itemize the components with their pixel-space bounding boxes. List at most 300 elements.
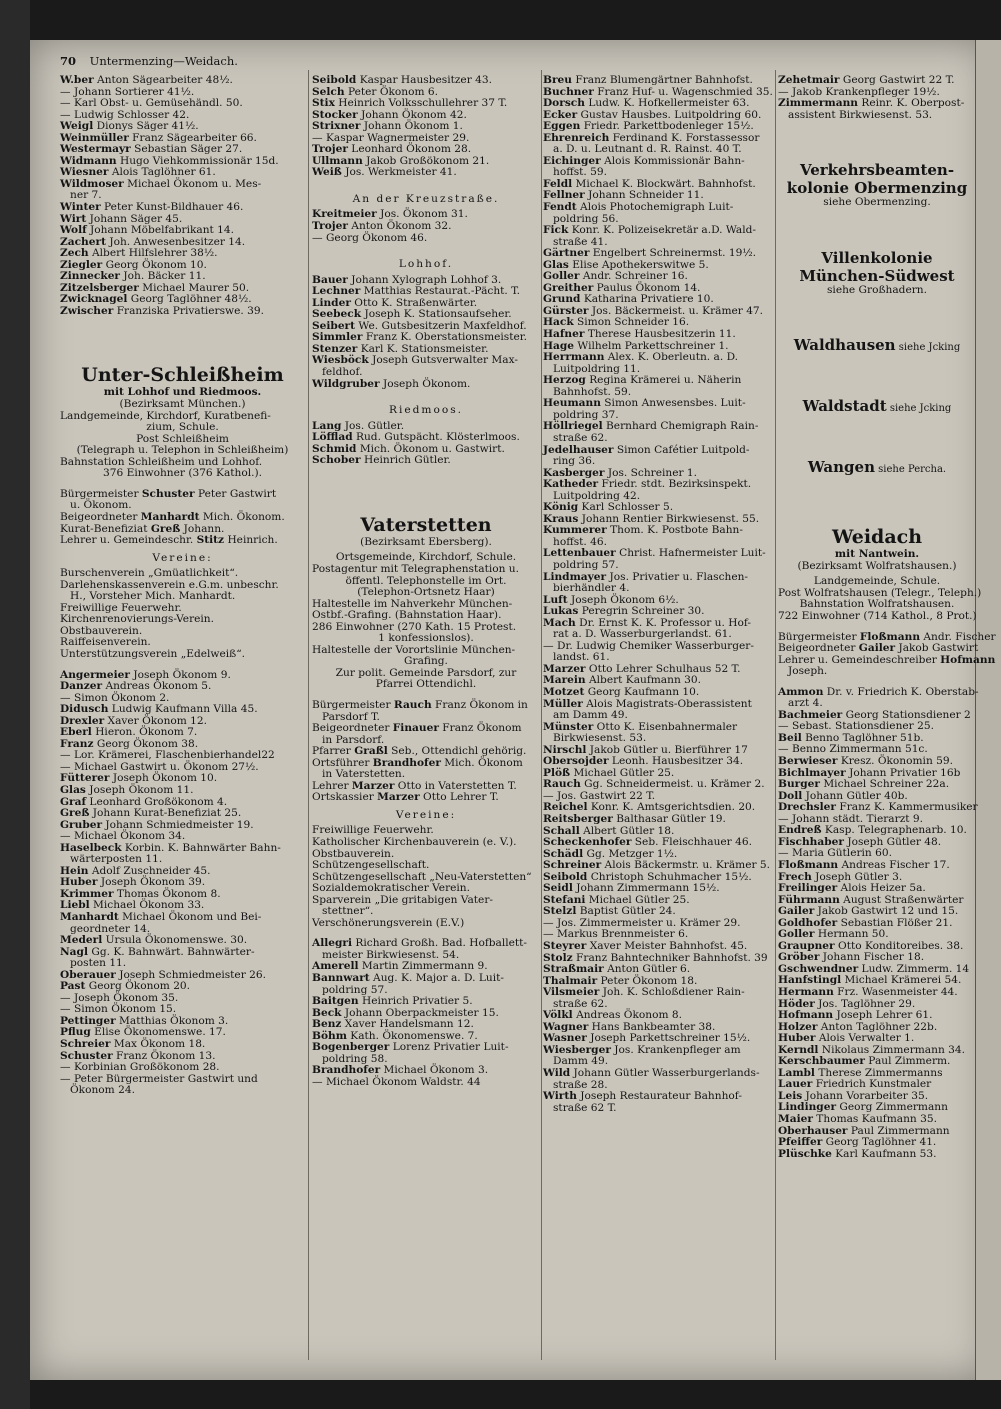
entry-surname: Stenzer: [312, 342, 358, 355]
entry-surname: Ziegler: [60, 258, 103, 271]
entry-text: Albert Kaufmann 30.: [585, 674, 701, 687]
entry-text: Johann.: [180, 522, 225, 535]
info-line: öffentl. Telephonstelle im Ort.: [345, 574, 507, 587]
entry-text: Joh. Bäcker 11.: [120, 270, 206, 283]
entry-text: Haltestelle der Vorortslinie München-: [312, 643, 516, 656]
entry-surname: Wirt: [60, 212, 87, 225]
entry-text: Luitpoldring 42.: [553, 489, 641, 502]
entry-text: Obstbauverein.: [312, 847, 395, 860]
entry-surname: Herrmann: [543, 351, 605, 364]
entry-text: Beigeordneter: [312, 722, 393, 735]
entry-text: Bürgermeister: [312, 698, 394, 711]
directory-entry: [312, 792, 540, 804]
entry-surname: Hofmann: [778, 1009, 834, 1022]
entry-surname: Seibold: [312, 74, 357, 86]
entry-text: Franz Ökonom in: [431, 698, 528, 711]
entry-text: We. Gutsbesitzerin Maxfeldhof.: [355, 319, 527, 332]
entry-text: Georg Ökonom 38.: [93, 737, 199, 750]
entry-text: Otto K. Straßenwärter.: [350, 296, 478, 309]
entry-surname: Scheckenhofer: [543, 836, 632, 849]
entry-text: Johann Möbelfabrikant 14.: [86, 224, 234, 237]
entry-text: Joseph.: [788, 665, 828, 678]
entry-text: Jos. Gütler.: [341, 419, 405, 432]
info-line: Zur polit. Gemeinde Parsdorf, zur: [335, 666, 517, 679]
info-line: 1 konfessionslos).: [378, 632, 474, 645]
entry-text: Bürgermeister: [778, 630, 860, 643]
entry-surname: Führmann: [778, 893, 840, 906]
entry-surname: Eberl: [60, 726, 92, 739]
entry-text: Otto Konditoreibes. 38.: [834, 939, 964, 952]
entry-surname: Berwieser: [778, 755, 838, 768]
entry-text: Bahnstation Schleißheim und Lohhof.: [60, 455, 263, 468]
entry-surname: Goller: [778, 928, 815, 941]
entry-text: Sparverein „Die gritabigen Vater-: [312, 893, 493, 906]
entry-surname: Stelzl: [543, 905, 577, 918]
entry-text: Ostbf.-Grafing. (Bahnstation Haar).: [312, 609, 502, 622]
entry-surname: Straßmair: [543, 963, 604, 976]
entry-text: Andr. Fischer: [920, 630, 996, 643]
entry-text: — Maria Gütlerin 60.: [778, 847, 892, 860]
entry-surname: Endreß: [778, 824, 822, 837]
entry-surname: Zitzelsberger: [60, 281, 139, 294]
entry-text: — Johann Sortierer 41½.: [60, 85, 195, 98]
column-rule: [541, 70, 542, 1360]
entry-text: hoffst. 46.: [553, 535, 608, 548]
entry-surname: Drechsler: [778, 801, 836, 814]
directory-entry: [778, 1149, 976, 1161]
entry-text: — Jakob Krankenpfleger 19½.: [778, 85, 940, 98]
entry-text: Anton Ökonom 32.: [347, 220, 452, 233]
entry-text: Joseph Restaurateur Bahnhof-: [576, 1090, 742, 1103]
entry-text: Baptist Gütler 24.: [576, 905, 676, 918]
entry-text: Kurat-Benefiziat: [60, 522, 151, 535]
place-heading: [778, 397, 976, 418]
entry-surname: Beck: [312, 1006, 342, 1019]
entry-text: Franz K. Oberstationsmeister.: [362, 331, 527, 344]
entry-surname: Weigl: [60, 120, 94, 133]
entry-surname: Lindinger: [778, 1101, 837, 1114]
entry-surname: Wildmoser: [60, 177, 124, 190]
entry-surname: Wiesberger: [543, 1043, 611, 1056]
entry-surname: Bachmeier: [778, 708, 843, 721]
entry-surname: Zachert: [60, 235, 106, 248]
column-rule: [775, 70, 776, 1360]
entry-surname: Löfflad: [312, 431, 353, 444]
entry-surname: Graßl: [354, 745, 388, 758]
entry-text: Alois Heizer 5a.: [837, 882, 926, 895]
entry-surname: Gailer: [778, 905, 815, 918]
directory-column-1: [60, 75, 305, 1325]
entry-surname: Bannwart: [312, 972, 370, 984]
entry-text: Parsdorf T.: [322, 710, 380, 723]
entry-text: Raiffeisenverein.: [60, 636, 151, 649]
entry-surname: Huber: [778, 1032, 816, 1045]
entry-text: Darlehenskassenverein e.G.m. unbeschr.: [60, 578, 279, 591]
entry-text: Michael Gütler 25.: [585, 893, 690, 906]
entry-text: Pfarrer: [312, 745, 355, 758]
entry-text: Joseph Gutsverwalter Max-: [368, 354, 518, 367]
entry-text: Johann Fischer 18.: [819, 951, 925, 964]
info-line: Landgemeinde, Schule.: [813, 575, 941, 588]
entry-surname: Ammon: [778, 685, 824, 698]
entry-surname: Rauch: [543, 778, 581, 791]
directory-entry: [312, 918, 540, 930]
entry-surname: Wildgruber: [312, 377, 380, 390]
entry-surname: Kerschbaumer: [778, 1055, 865, 1068]
entry-surname: Wagner: [543, 1020, 589, 1033]
entry-text: Joseph Gütler 3.: [811, 870, 903, 883]
entry-surname: Schuster: [141, 487, 195, 500]
entry-surname: Schall: [543, 824, 580, 837]
running-title: Untermenzing—Weidach.: [89, 54, 238, 68]
entry-text: — Kaspar Wagnermeister 29.: [312, 131, 470, 144]
info-line: mit Nantwein.: [834, 548, 920, 561]
entry-surname: Past: [60, 980, 86, 993]
info-line: siehe Großhadern.: [827, 283, 927, 296]
entry-text: Nikolaus Zimmermann 34.: [818, 1043, 965, 1056]
entry-surname: Kerndl: [778, 1043, 819, 1056]
entry-surname: Floßmann: [778, 858, 839, 871]
entry-text: Korbin. K. Bahnwärter Bahn-: [121, 841, 281, 854]
entry-surname: Schuster: [60, 1049, 113, 1062]
entry-surname: Widmann: [60, 154, 117, 167]
entry-surname: Graf: [60, 795, 87, 808]
entry-text: Engelbert Schreinermst. 19½.: [589, 247, 757, 260]
place-name: Waldhausen: [793, 336, 896, 355]
entry-text: Franziska Privatierswe. 39.: [113, 304, 264, 317]
entry-text: Lorenz Privatier Luit-: [389, 1041, 509, 1054]
entry-text: Georg Zimmermann: [836, 1101, 948, 1114]
entry-surname: Zwicknagel: [60, 293, 128, 306]
entry-text: Kasp. Telegraphenarb. 10.: [821, 824, 967, 837]
entry-text: Beigeordneter: [60, 510, 141, 523]
entry-surname: Eichinger: [543, 154, 601, 167]
info-line: (Bezirksamt Ebersberg).: [360, 535, 492, 548]
entry-surname: Wiesböck: [312, 354, 369, 367]
entry-surname: Liebl: [60, 899, 90, 912]
info-line: Bahnstation Wolfratshausen.: [799, 598, 955, 611]
entry-text: Dr. v. Friedrich K. Oberstab-: [823, 685, 979, 698]
entry-text: Michael Gütler 25.: [570, 766, 675, 779]
entry-text: rat a. D. Wasserburgerlandst. 61.: [553, 628, 732, 641]
entry-text: Franz Bahntechniker Bahnhofst. 39: [572, 951, 768, 964]
entry-surname: Greß: [150, 522, 181, 535]
spacer: [312, 390, 540, 399]
entry-text: Franz Huf- u. Wagenschmied 35.: [593, 85, 773, 98]
entry-text: Joseph Ökonom 10.: [109, 772, 218, 785]
entry-text: Lehrer u. Gemeindeschreiber: [778, 653, 941, 666]
entry-text: in Parsdorf.: [322, 733, 385, 746]
place-name: Waldstadt: [802, 397, 887, 416]
entry-surname: Freilinger: [778, 882, 838, 895]
entry-text: Jos. Privatier u. Flaschen-: [606, 570, 749, 583]
entry-surname: Motzet: [543, 685, 585, 698]
entry-surname: Angermeier: [60, 668, 130, 681]
entry-text: Sozialdemokratischer Verein.: [312, 882, 470, 895]
entry-surname: Hofmann: [940, 653, 996, 666]
entry-surname: Reichel: [543, 801, 588, 814]
entry-text: Balthasar Gütler 19.: [612, 813, 726, 825]
directory-entry: [778, 110, 976, 122]
entry-text: Thomas Kaufmann 35.: [812, 1112, 937, 1125]
entry-text: Luitpoldring 11.: [553, 362, 641, 375]
entry-surname: Marein: [543, 674, 586, 687]
entry-surname: Trojer: [312, 143, 348, 156]
entry-surname: Höllriegel: [543, 420, 603, 433]
entry-surname: Brandhofer: [372, 756, 441, 769]
entry-text: Alois Verwalter 1.: [815, 1032, 915, 1045]
entry-text: arzt 4.: [788, 697, 823, 710]
entry-text: Georg Kaufmann 10.: [584, 685, 700, 698]
entry-text: Konr. K. Amtsgerichtsdien. 20.: [587, 801, 756, 814]
entry-text: Leonhard Ökonom 28.: [347, 143, 472, 156]
entry-text: Andr. Schreiner 16.: [579, 270, 688, 283]
entry-text: Johann Schneider 11.: [584, 189, 704, 202]
entry-surname: Seebeck: [312, 308, 362, 321]
directory-entry: [778, 611, 976, 623]
entry-text: 722 Einwohner (714 Kathol., 8 Prot.): [778, 610, 977, 623]
scan-right-edge: [975, 40, 1001, 1380]
section-heading: Lohhof.: [398, 258, 454, 271]
entry-text: Georg Ökonom 10.: [102, 258, 207, 271]
entry-surname: Bogenberger: [312, 1041, 390, 1054]
directory-column-2: [312, 75, 540, 1385]
entry-text: Peter Ökonom 6.: [344, 85, 439, 98]
info-line: Grafing.: [404, 655, 448, 668]
entry-text: Simon Schneider 16.: [573, 316, 690, 329]
entry-surname: Hanfstingl: [778, 974, 842, 987]
entry-text: Simon Cafétier Luitpold-: [613, 443, 750, 456]
entry-text: Regina Krämerei u. Näherin: [585, 374, 742, 387]
entry-text: Karl Schlosser 5.: [578, 501, 674, 514]
entry-text: straße 28.: [553, 1078, 608, 1091]
column-rule: [308, 70, 309, 1360]
entry-text: Thom. K. Postbote Bahn-: [606, 524, 743, 537]
entry-surname: Schmid: [312, 442, 357, 455]
entry-text: Ökonom 24.: [70, 1084, 135, 1097]
entry-text: Mich. Ökonom: [440, 756, 523, 769]
entry-text: Michael Ökonom u. Mes-: [123, 177, 262, 190]
entry-text: Sebastian Säger 27.: [130, 143, 243, 156]
directory-entry: [778, 666, 976, 678]
place-heading: [778, 458, 976, 479]
entry-text: Therese Zimmermanns: [814, 1066, 943, 1079]
entry-text: Johann Xylograph Lohhof 3.: [347, 273, 502, 286]
entry-text: Franz Blumengärtner Bahnhofst.: [571, 74, 753, 86]
entry-text: Franz K. Kammermusiker: [835, 801, 978, 814]
entry-text: Jos. Krankenpfleger am: [610, 1043, 741, 1056]
entry-surname: Seidl: [543, 882, 573, 895]
entry-text: straße 62 T.: [553, 1101, 617, 1114]
place-heading: [778, 267, 976, 285]
entry-text: Ursula Ökonomenswe. 30.: [102, 934, 248, 947]
entry-surname: Weinmüller: [60, 131, 129, 144]
entry-surname: Drexler: [60, 714, 105, 727]
entry-text: Schützengesellschaft.: [312, 859, 430, 872]
entry-surname: Strixner: [312, 120, 361, 133]
entry-surname: Thalmair: [543, 974, 598, 987]
entry-surname: Kasberger: [543, 466, 605, 479]
entry-surname: Eggen: [543, 120, 581, 133]
entry-text: Andreas Ökonom 5.: [102, 680, 212, 693]
entry-surname: Marzer: [543, 662, 586, 675]
entry-surname: Seibert: [312, 319, 356, 332]
entry-surname: Marzer: [351, 779, 395, 792]
entry-text: — Dr. Ludwig Chemiker Wasserburger-: [543, 639, 754, 652]
cross-reference: siehe Jcking: [895, 342, 961, 354]
entry-text: Bernhard Chemigraph Rain-: [602, 420, 759, 433]
entry-surname: Finauer: [392, 722, 439, 735]
entry-text: Beigeordneter: [778, 642, 859, 655]
place-name: Villenkolonie: [821, 248, 933, 267]
entry-text: Sebastian Flößer 21.: [837, 916, 953, 929]
entry-surname: Allegri: [312, 937, 353, 950]
entry-text: Michael Ökonom 3.: [380, 1064, 489, 1077]
entry-surname: Kummerer: [543, 524, 607, 537]
entry-surname: Völkl: [543, 1009, 573, 1022]
entry-surname: Hermann: [778, 985, 834, 998]
entry-text: Peter Ökonom 18.: [597, 974, 698, 987]
entry-surname: Glas: [543, 258, 569, 271]
entry-text: Dr. Ernst K. K. Professor u. Hof-: [575, 616, 751, 629]
entry-text: Alois Kommissionär Bahn-: [600, 154, 745, 167]
entry-text: in Vaterstetten.: [322, 768, 406, 781]
entry-text: Haltestelle im Nahverkehr München-: [312, 597, 513, 610]
entry-text: Freiwillige Feuerwehr.: [312, 824, 434, 837]
entry-text: Johann Ökonom 1.: [360, 120, 463, 133]
entry-text: Hermann 50.: [814, 928, 889, 941]
entry-surname: Fick: [543, 224, 569, 237]
entry-text: Hieron. Ökonom 7.: [91, 726, 198, 739]
info-line: (Bezirksamt Wolfratshausen.): [797, 559, 957, 572]
entry-surname: Greß: [60, 807, 90, 820]
entry-surname: Weiß: [312, 166, 342, 179]
place-name: Vaterstetten: [360, 513, 492, 536]
place-name: Weidach: [831, 526, 923, 549]
entry-surname: Didusch: [60, 703, 109, 716]
entry-text: Alois Bäckermstr. u. Krämer 5.: [601, 859, 771, 872]
entry-surname: Hafner: [543, 328, 585, 341]
info-line: Ortsgemeinde, Kirchdorf, Schule.: [335, 551, 517, 564]
entry-text: Joseph Ökonom 9.: [129, 668, 231, 681]
entry-text: Jakob Gastwirt 12 und 15.: [814, 905, 959, 918]
entry-surname: Höder: [778, 997, 815, 1010]
entry-surname: Wild: [543, 1067, 571, 1080]
entry-text: straße 41.: [553, 235, 608, 248]
entry-surname: Fellner: [543, 189, 585, 202]
section-heading: Vereine:: [395, 808, 457, 821]
entry-text: Martin Zimmermann 9.: [358, 960, 488, 973]
entry-surname: Hack: [543, 316, 574, 329]
entry-surname: Rauch: [393, 698, 432, 711]
entry-text: — Georg Ökonom 46.: [312, 231, 428, 244]
entry-text: — Michael Gastwirt u. Ökonom 27½.: [60, 760, 259, 773]
entry-text: Jakob Gastwirt: [895, 642, 979, 655]
entry-text: Michael Krämerei 54.: [841, 974, 962, 987]
place-heading: [60, 363, 305, 387]
entry-text: Kresz. Ökonomin 59.: [837, 755, 953, 768]
spacer: [312, 179, 540, 188]
entry-text: Georg Taglöhner 41.: [822, 1136, 937, 1149]
entry-text: Johann Vorarbeiter 35.: [802, 1089, 929, 1102]
entry-text: Gg. Schneidermeist. u. Krämer 2.: [580, 778, 765, 791]
entry-text: Otto Lehrer Schulhaus 52 T.: [585, 662, 741, 675]
entry-surname: Fendt: [543, 201, 577, 214]
entry-text: Franz Ökonom: [438, 722, 522, 735]
entry-text: — Ludwig Schlosser 42.: [60, 108, 190, 121]
directory-entry: [312, 1077, 540, 1089]
section-heading: Vereine:: [152, 551, 213, 564]
entry-text: Peter Gastwirt: [194, 487, 277, 500]
entry-text: Katharina Privatiere 10.: [580, 293, 714, 306]
entry-surname: Lettenbauer: [543, 547, 616, 560]
entry-surname: Fischhaber: [778, 835, 844, 848]
entry-text: am Damm 49.: [553, 709, 628, 722]
place-name: Wangen: [807, 458, 875, 477]
entry-surname: Mach: [543, 616, 576, 629]
page-header: [60, 54, 300, 68]
entry-text: Johann Privatier 16b: [845, 766, 961, 779]
entry-surname: Lambl: [778, 1066, 815, 1079]
directory-column-3: [543, 75, 773, 1385]
entry-surname: Lang: [312, 419, 342, 432]
entry-text: Konr. K. Polizeisekretär a.D. Wald-: [568, 224, 756, 237]
entry-text: Obstbauverein.: [60, 624, 143, 637]
entry-text: Michael Ökonom 33.: [89, 899, 205, 912]
entry-text: Rud. Gutspächt. Klösterlmoos.: [352, 431, 520, 444]
entry-text: Georg Gastwirt 22 T.: [839, 74, 955, 86]
entry-text: Franz Ökonom 13.: [112, 1049, 216, 1062]
section-heading: Riedmoos.: [388, 404, 464, 417]
entry-text: Damm 49.: [553, 1055, 609, 1068]
entry-surname: Kraus: [543, 512, 579, 525]
entry-text: — Simon Ökonom 2.: [60, 691, 170, 704]
entry-surname: Baitgen: [312, 995, 359, 1008]
entry-text: Alois Taglöhner 61.: [108, 166, 216, 179]
entry-text: geordneter 14.: [70, 922, 151, 935]
entry-surname: Bichlmayer: [778, 766, 846, 779]
entry-surname: Krimmer: [60, 887, 114, 900]
entry-text: Otto in Vaterstetten T.: [394, 779, 517, 792]
entry-text: — Lor. Krämerei, Flaschenbierhandel22: [60, 749, 275, 762]
entry-text: Georg Stationsdiener 2: [842, 708, 971, 721]
entry-surname: Selch: [312, 85, 345, 98]
entry-text: Xaver Ökonom 12.: [104, 714, 208, 727]
entry-surname: Buchner: [543, 85, 594, 98]
entry-text: Jakob Großökonom 21.: [362, 154, 490, 167]
entry-surname: Gailer: [858, 642, 896, 655]
entry-surname: Simmler: [312, 331, 363, 344]
place-heading: [778, 161, 976, 179]
entry-surname: Schreiner: [543, 859, 602, 872]
entry-text: ner 7.: [70, 189, 102, 202]
entry-text: Ludw. Zimmerm. 14: [858, 962, 970, 975]
spacer: [778, 418, 976, 458]
entry-surname: Bauer: [312, 273, 348, 286]
entry-text: wärterposten 11.: [70, 853, 163, 866]
entry-surname: Lukas: [543, 605, 579, 618]
place-name: kolonie Obermenzing: [786, 179, 968, 198]
entry-text: Therese Hausbesitzerin 11.: [584, 328, 736, 341]
entry-surname: Breu: [543, 74, 572, 86]
entry-text: landst. 61.: [553, 651, 610, 664]
entry-text: Georg Ökonom 20.: [85, 980, 191, 993]
entry-text: Johann Schmiedmeister 19.: [102, 818, 254, 831]
entry-surname: Zimmermann: [778, 97, 858, 110]
entry-surname: Huber: [60, 876, 98, 889]
entry-surname: Stefani: [543, 893, 586, 906]
entry-text: — Sebast. Stationsdiener 25.: [778, 720, 934, 733]
